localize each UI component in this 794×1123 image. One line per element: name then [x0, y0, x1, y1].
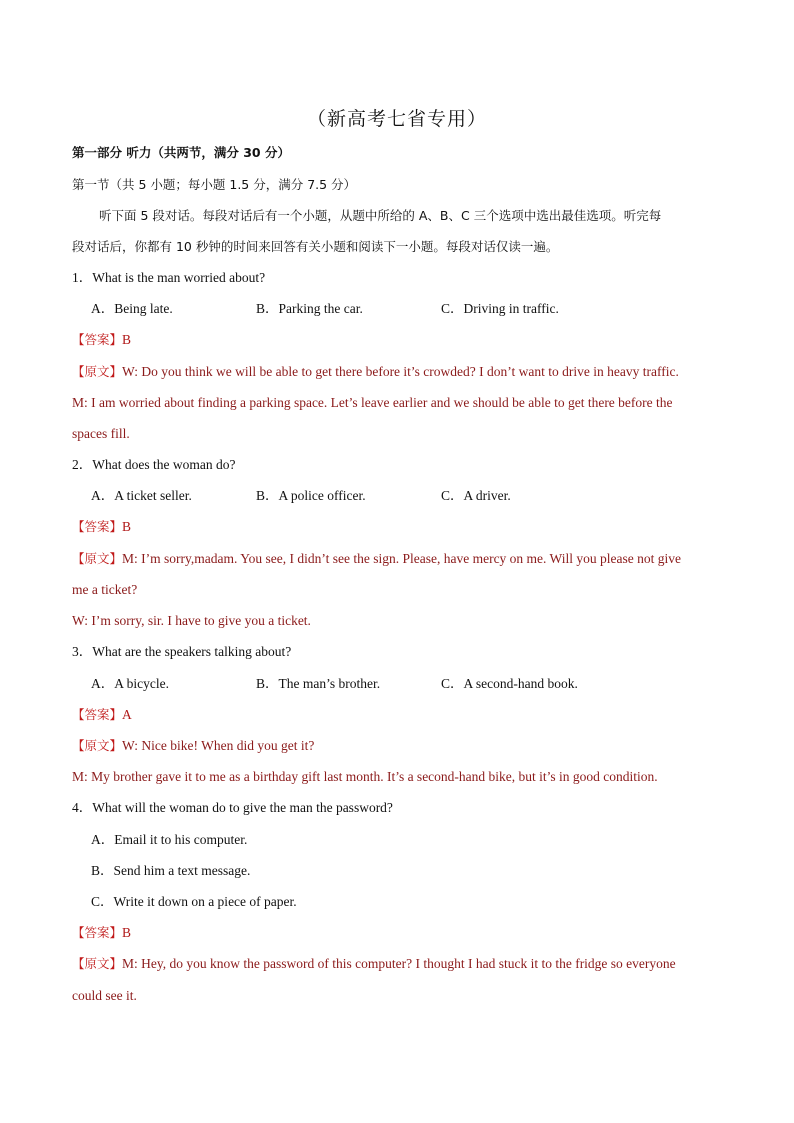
script-text: M: My brother gave it to me as a birthday gift last month. It’s a second-hand bike, but it’s in good condition.	[72, 769, 658, 784]
question-stem: 1．What is the man worried about?	[72, 270, 266, 285]
script-text: W: Nice bike! When did you get it?	[122, 738, 315, 753]
script-tag: 【原文】	[72, 551, 123, 566]
question-stem: 3．What are the speakers talking about?	[72, 644, 292, 659]
option-c: C．A driver.	[441, 488, 511, 503]
answer-line	[72, 517, 131, 537]
answer-line	[72, 705, 132, 725]
answer-tag: 【答案】	[72, 519, 123, 534]
answer-line	[72, 330, 131, 350]
option-c: C．Write it down on a piece of paper.	[91, 894, 297, 909]
script-tag: 【原文】	[72, 364, 123, 379]
option-b: B．Send him a text message.	[91, 863, 251, 878]
answer-value: B	[122, 332, 132, 347]
script-tag: 【原文】	[72, 738, 123, 753]
script-text: W: Do you think we will be able to get there before it’s crowded? I don’t want to drive in heavy traffic.	[122, 364, 679, 379]
answer-tag: 【答案】	[72, 332, 123, 347]
script-text: M: I’m sorry,madam. You see, I didn’t see the sign. Please, have mercy on me. Will you please not give	[122, 551, 681, 566]
answer-tag: 【答案】	[72, 925, 123, 940]
script-line	[72, 362, 679, 382]
script-text: W: I’m sorry, sir. I have to give you a ticket.	[72, 613, 311, 628]
question-stem: 2．What does the woman do?	[72, 457, 236, 472]
option-a: A．A ticket seller.	[91, 488, 192, 503]
script-text: M: Hey, do you know the password of this computer? I thought I had stuck it to the fridge so everyone	[122, 956, 676, 971]
page-title: （新高考七省专用）	[306, 108, 487, 130]
part-heading: 第一部分 听力（共两节，满分 30 分）	[72, 145, 290, 160]
answer-line	[72, 923, 131, 943]
script-line	[72, 549, 681, 569]
question-stem: 4．What will the woman do to give the man the password?	[72, 800, 393, 815]
answer-tag: 【答案】	[72, 707, 123, 722]
section-heading: 第一节（共 5 小题；每小题 1.5 分，满分 7.5 分）	[72, 177, 357, 192]
option-c: C．A second-hand book.	[441, 676, 578, 691]
option-a: A．Being late.	[91, 301, 173, 316]
answer-value: B	[122, 519, 132, 534]
script-line	[72, 736, 314, 756]
option-a: A．Email it to his computer.	[91, 832, 248, 847]
script-line	[72, 954, 676, 974]
script-text: me a ticket?	[72, 582, 138, 597]
answer-value: B	[122, 925, 132, 940]
option-c: C．Driving in traffic.	[441, 301, 559, 316]
script-tag: 【原文】	[72, 956, 123, 971]
option-b: B．Parking the car.	[256, 301, 363, 316]
script-text: M: I am worried about finding a parking space. Let’s leave earlier and we should be able to get there before the	[72, 395, 673, 410]
answer-value: A	[122, 707, 132, 722]
option-b: B．The man’s brother.	[256, 676, 381, 691]
script-text: could see it.	[72, 988, 137, 1003]
option-b: B．A police officer.	[256, 488, 366, 503]
script-text: spaces fill.	[72, 426, 130, 441]
instructions-line-2: 段对话后，你都有 10 秒钟的时间来回答有关小题和阅读下一小题。每段对话仅读一遍。	[72, 239, 559, 254]
instructions-line-1: 听下面 5 段对话。每段对话后有一个小题，从题中所给的 A、B、C 三个选项中选出最佳选项。听完每	[99, 208, 662, 223]
option-a: A．A bicycle.	[91, 676, 169, 691]
